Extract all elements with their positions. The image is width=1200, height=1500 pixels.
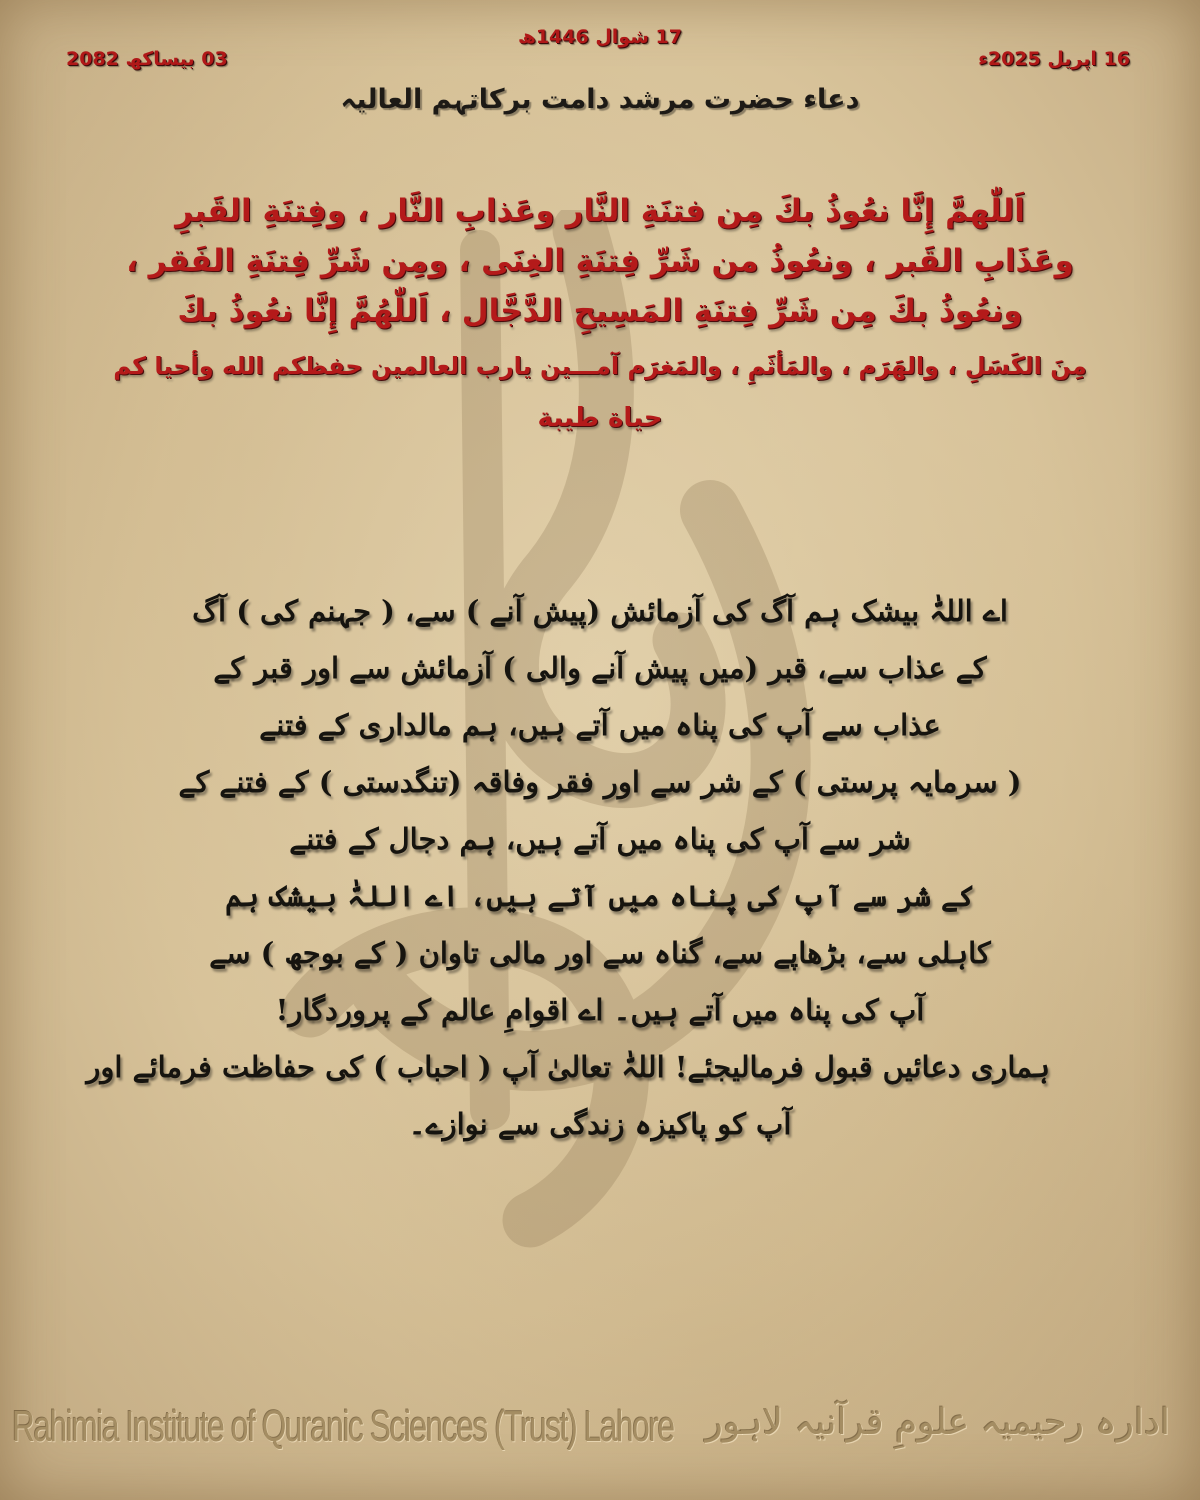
institute-name-english: Rahimia Institute of Quranic Sciences (Trust) Lahore — [12, 1402, 674, 1451]
page-title: دعاء حضرت مرشد دامت برکاتہم العالیہ — [340, 84, 860, 115]
urdu-line: ہماری دعائیں قبول فرمالیجئے! اللہّٰ تعالیٰ آپ ( احباب ) کی حفاظت فرمائے اور — [86, 1050, 1050, 1084]
urdu-line: ( سرمایہ پرستی ) کے شر سے اور فقر وفاقہ (تنگدستی ) کے فتنے کے — [178, 765, 1022, 799]
institute-name-urdu: ادارہ رحیمیہ علومِ قرآنیہ لاہور — [705, 1402, 1170, 1443]
arabic-line: ونعُوذُ بكَ مِن شَرِّ فِتنَةِ المَسِيحِ الدَّجَّال ، اَللّٰهُمَّ إِنَّا نعُوذُ بكَ — [177, 293, 1023, 329]
arabic-line: اَللّٰهمَّ إِنَّا نعُوذُ بكَ مِن فتنَةِ النَّار وعَذابِ النَّار ، وفِتنَةِ القَبرِ — [175, 193, 1025, 229]
urdu-line: شر سے آپ کی پناہ میں آتے ہیں، ہم دجال کے فتنے — [289, 822, 911, 856]
urdu-line: آپ کو پاکیزہ زندگی سے نوازے۔ — [408, 1107, 792, 1141]
urdu-line: آپ کی پناہ میں آتے ہیں۔ اے اقوامِ عالم کے پروردگار! — [275, 993, 925, 1027]
urdu-line: کے عذاب سے، قبر (میں پیش آنے والی ) آزمائش سے اور قبر کے — [213, 651, 987, 685]
urdu-line: اے اللہّٰ بیشک ہم آگ کی آزمائش (پیش آنے ) سے، ( جہنم کی ) آگ — [192, 594, 1008, 628]
footer — [0, 1400, 1200, 1470]
arabic-line: مِنَ الكَسَلِ ، والهَرَم ، والمَأثَمِ ، والمَغرَم آمـــين يارب العالمين حفظكم الله وأحيا كم — [113, 352, 1087, 380]
arabic-line: وعَذَابِ القَبر ، ونعُوذُ من شَرِّ فِتنَةِ الغِنَى ، ومِن شَرِّ فِتنَةِ الفَقر ، — [126, 243, 1074, 279]
urdu-translation — [86, 583, 1050, 1153]
arabic-dua — [100, 186, 1100, 440]
bikrami-date: 03 بیساکھ 2082 — [66, 48, 228, 70]
urdu-line: عذاب سے آپ کی پناہ میں آتے ہیں، ہم مالداری کے فتنے — [259, 708, 941, 742]
urdu-line: کاہلی سے، بڑھاپے سے، گناہ سے اور مالی تاوان ( کے بوجھ ) سے — [209, 936, 991, 970]
arabic-line: حياة طيبة — [537, 403, 663, 433]
urdu-line: کے شر سے آپ کی پناہ میں آتے ہیں، اے اللہّٰ بیشک ہم — [225, 879, 975, 913]
gregorian-date: 16 اپریل 2025ء — [978, 48, 1130, 70]
hijri-date: 17 شوال 1446ھ — [518, 26, 682, 48]
